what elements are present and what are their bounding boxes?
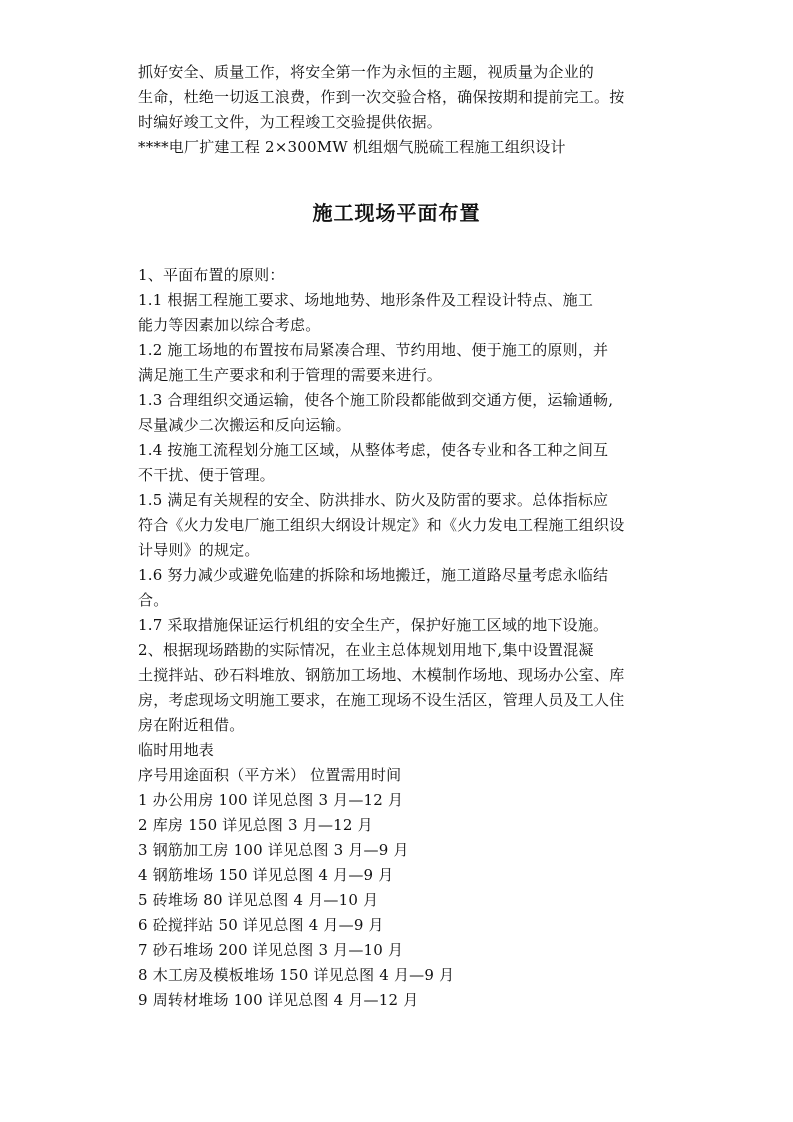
principle-1-7-line-1: 1.7 采取措施保证运行机组的安全生产，保护好施工区域的地下设施。	[138, 616, 609, 634]
site-line-4: 房在附近租借。	[138, 716, 245, 734]
table-row: 3 钢筋加工房 100 详见总图 3 月—9 月	[138, 841, 409, 859]
table-row: 8 木工房及模板堆场 150 详见总图 4 月—9 月	[138, 966, 455, 984]
principle-1-2-line-1: 1.2 施工场地的布置按布局紧凑合理、节约用地、便于施工的原则，并	[138, 341, 609, 359]
site-line-2: 土搅拌站、砂石料堆放、钢筋加工场地、木模制作场地、现场办公室、库	[138, 666, 625, 684]
principle-1-4-line-1: 1.4 按施工流程划分施工区域，从整体考虑，使各专业和各工种之间互	[138, 441, 609, 459]
principle-1-6-line-1: 1.6 努力减少或避免临建的拆除和场地搬迁，施工道路尽量考虑永临结	[138, 566, 609, 584]
principle-1-1-line-1: 1.1 根据工程施工要求、场地地势、地形条件及工程设计特点、施工	[138, 291, 594, 309]
table-title: 临时用地表	[138, 741, 215, 759]
principle-1-6-line-2: 合。	[138, 591, 169, 609]
intro-line-4: ****电厂扩建工程 2×300MW 机组烟气脱硫工程施工组织设计	[138, 138, 566, 156]
section-title: 施工现场平面布置	[312, 201, 481, 225]
principles-heading: 1、平面布置的原则：	[138, 266, 285, 284]
table-row: 1 办公用房 100 详见总图 3 月—12 月	[138, 791, 404, 809]
table-row: 4 钢筋堆场 150 详见总图 4 月—9 月	[138, 866, 394, 884]
principle-1-2-line-2: 满足施工生产要求和利于管理的需要来进行。	[138, 366, 443, 384]
table-header: 序号用途面积（平方米） 位置需用时间	[138, 766, 402, 784]
principle-1-5-line-2: 符合《火力发电厂施工组织大纲设计规定》和《火力发电工程施工组织设	[138, 516, 625, 534]
table-row: 9 周转材堆场 100 详见总图 4 月—12 月	[138, 991, 419, 1009]
principle-1-3-line-2: 尽量减少二次搬运和反向运输。	[138, 416, 351, 434]
table-row: 6 砼搅拌站 50 详见总图 4 月—9 月	[138, 916, 384, 934]
principle-1-4-line-2: 不干扰、便于管理。	[138, 466, 275, 484]
principle-1-5-line-1: 1.5 满足有关规程的安全、防洪排水、防火及防雷的要求。总体指标应	[138, 491, 609, 509]
site-line-1: 2、根据现场踏勘的实际情况，在业主总体规划用地下,集中设置混凝	[138, 641, 594, 659]
principle-1-5-line-3: 计导则》的规定。	[138, 541, 260, 559]
table-row: 2 库房 150 详见总图 3 月—12 月	[138, 816, 373, 834]
site-line-3: 房，考虑现场文明施工要求，在施工现场不设生活区，管理人员及工人住	[138, 691, 625, 709]
intro-line-2: 生命，杜绝一切返工浪费，作到一次交验合格，确保按期和提前完工。按	[138, 88, 625, 106]
table-row: 5 砖堆场 80 详见总图 4 月—10 月	[138, 891, 379, 909]
intro-line-3: 时编好竣工文件，为工程竣工交验提供依据。	[138, 113, 443, 131]
principle-1-1-line-2: 能力等因素加以综合考虑。	[138, 316, 321, 334]
table-row: 7 砂石堆场 200 详见总图 3 月—10 月	[138, 941, 404, 959]
intro-line-1: 抓好安全、质量工作，将安全第一作为永恒的主题，视质量为企业的	[138, 63, 595, 81]
principle-1-3-line-1: 1.3 合理组织交通运输，使各个施工阶段都能做到交通方便，运输通畅,	[138, 391, 614, 409]
